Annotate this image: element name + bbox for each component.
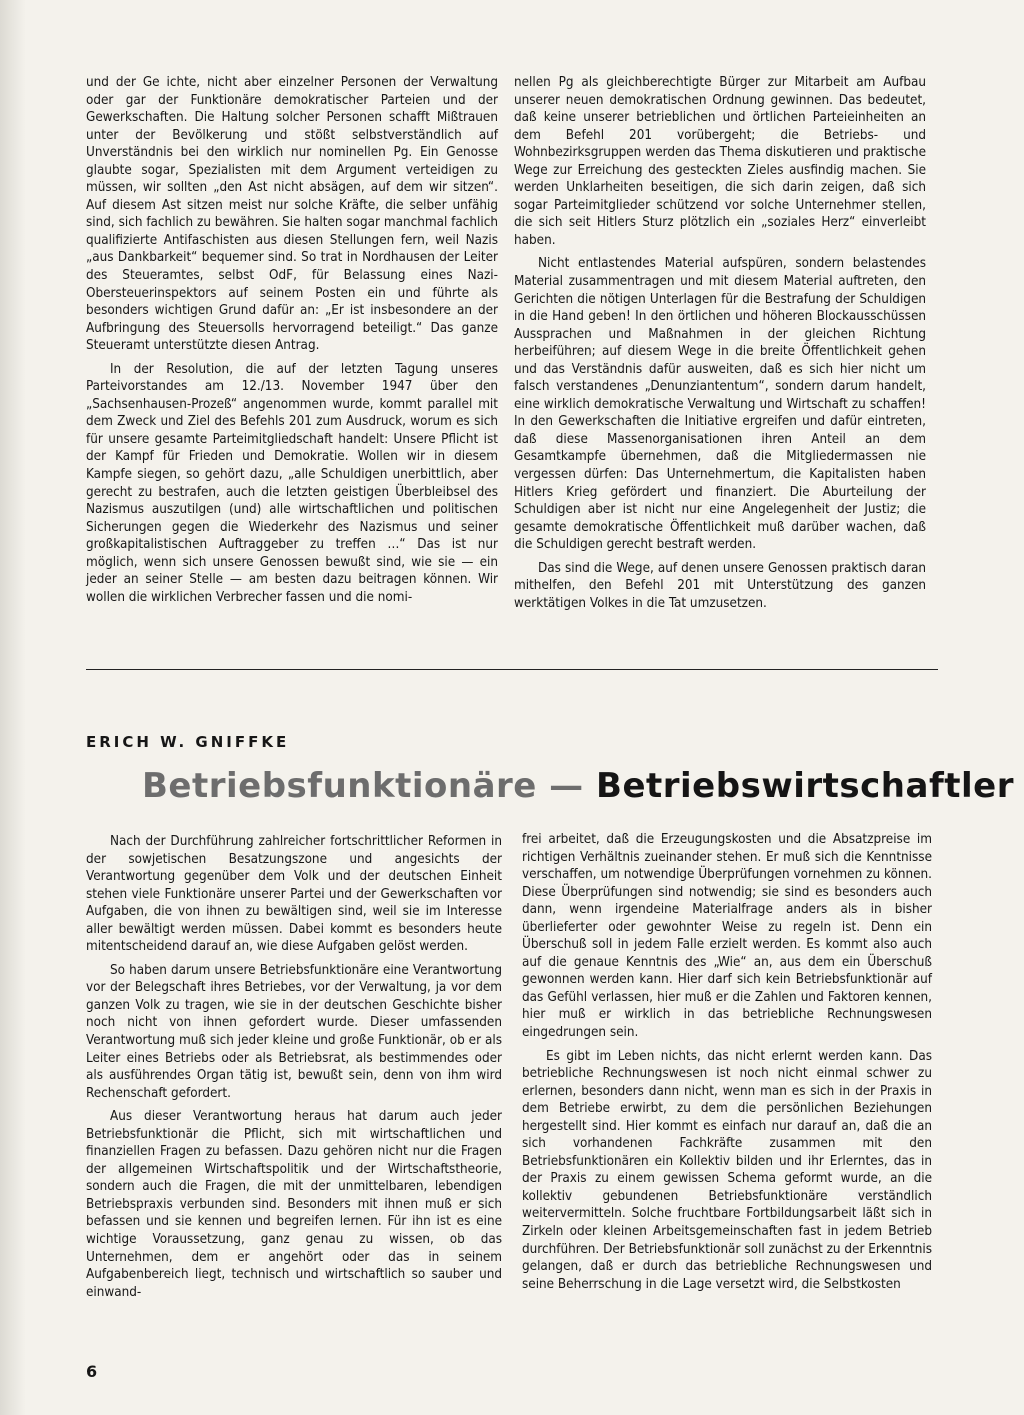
paragraph: So haben darum unsere Betriebsfunktionäre eine Verantwortung vor der Belegschaft ihres Betriebes, vor der Verwaltung, ja vor dem ganzen Volk zu tragen, wie sie in der deutschen Geschichte bisher noch nicht von ihnen gefordert wurde. Dieser umfassenden Verantwortung muß sich jeder kleine und große Funktionär, ob er als Leiter eines Betriebs oder als Betriebsrat, als bestimmendes oder als ausführendes Organ tätig ist, bewußt sein, denn von ihm wird Rechenschaft gefordert. — [86, 962, 502, 1101]
paragraph: In der Resolution, die auf der letzten Tagung unseres Parteivorstandes am 12./13. November 1947 über den „Sachsenhausen-Prozeß“ angenommen wurde, kommt parallel mit dem Zweck und Ziel des Befehls 201 zum Ausdruck, worum es sich für unsere gesamte Parteimitgliedschaft handelt: Unsere Pflicht ist der Kampf für Frieden und Demokratie. Wollen wir in diesem Kampfe siegen, so gehört dazu, „alle Schuldigen unerbittlich, aber gerecht zu bestrafen, auch die letzten geistigen Überbleibsel des Nazismus auszutilgen (und) alle wirtschaftlichen und politischen Sicherungen gegen die Wiederkehr des Nazismus und seiner großkapitalistischen Auftraggeber zu treffen …“ Das ist nur möglich, wenn sich unsere Genossen bewußt sind, wie sie — ein jeder an seiner Stelle — am besten dazu beitragen können. Wir wollen die wirklichen Verbrecher fassen und die nomi- — [86, 361, 498, 605]
paragraph: frei arbeitet, daß die Erzeugungskosten und die Absatzpreise im richtigen Verhältnis zueinander stehen. Er muß sich die Kenntnisse verschaffen, um notwendige Überprüfungen vornehmen zu können. Diese Überprüfungen sind notwendig; sie sind es besonders auch dann, wenn irgendeine Materialfrage anders als in bisher überlieferter oder gewohnter Weise zu regeln ist. Denn ein Überschuß soll in jedem Falle erzielt werden. Es kommt also auch auf die genaue Kenntnis des „Wie“ an, aus dem ein Überschuß gewonnen werden kann. Hier darf sich kein Betriebsfunktionär auf das Gefühl verlassen, hier muß er die Zahlen und Faktoren kennen, hier muß er wirklich in das betriebliche Rechnungswesen eingedrungen sein. — [522, 832, 932, 1041]
paragraph: und der Ge ichte, nicht aber einzelner Personen der Verwaltung oder gar der Funktionäre demokratischer Parteien und der Gewerkschaften. Die Haltung solcher Personen schafft Mißtrauen unter der Bevölkerung und stößt selbstverständlich auf Unverständnis bei den wirklich nur nominellen Pg. Ein Genosse glaubte sogar, Spezialisten mit dem Argument verteidigen zu müssen, wir sollten „den Ast nicht absägen, auf dem wir sitzen“. Auf diesem Ast sitzen meist nur solche Kräfte, die selber unfähig sind, sich fachlich zu bewähren. Sie halten sogar manchmal fachlich qualifizierte Antifaschisten aus diesen Stellungen fern, weil Nazis „aus Dankbarkeit“ bequemer sind. So trat in Nordhausen der Leiter des Steueramtes, selbst OdF, für Belassung eines Nazi-Obersteuerinspektors auf seinem Posten ein und führte als besonders wichtigen Grund dafür an: „Er ist insbesondere an der Aufbringung des Steuersolls hervorragend beteiligt.“ Das ganze Steueramt unterstützte diesen Antrag. — [86, 75, 498, 354]
article-title — [142, 766, 1014, 806]
title-part-2: Betriebswirtschaftler — [596, 766, 1014, 806]
article-author: ERICH W. GNIFFKE — [86, 733, 290, 751]
paragraph: Nicht entlastendes Material aufspüren, sondern belastendes Material zusammentragen und mit diesem Material auftreten, den Gerichten die nötigen Unterlagen für die Bestrafung der Schuldigen in die Hand geben! In den örtlichen und höheren Blockausschüssen Aussprachen und Maßnahmen in der gleichen Richtung herbeiführen; auf diesem Wege in die breite Öffentlichkeit gehen und das Verständnis dafür ausweiten, daß es sich hier nicht um falsch verstandenes „Denunziantentum“, sondern darum handelt, eine wirklich demokratische Verwaltung und Wirtschaft zu schaffen! In den Gewerkschaften die Initiative ergreifen und dafür eintreten, daß diese Massenorganisationen ihren Anteil an dem Gesamtkampfe übernehmen, daß die Mitgliedermassen nie vergessen dürfen: Das Unternehmertum, die Kapitalisten haben Hitlers Krieg gefördert und finanziert. Die Aburteilung der Schuldigen aber ist nicht nur eine Angelegenheit der Justiz; die gesamte demokratische Öffentlichkeit muß darüber wachen, daß die Schuldigen gerecht bestraft werden. — [514, 256, 926, 553]
top-left-column — [86, 74, 498, 612]
paragraph: Nach der Durchführung zahlreicher fortschrittlicher Reformen in der sowjetischen Besatzungszone und angesichts der Verantwortung gegenüber dem Volk und der deutschen Einheit stehen viele Funktionäre unserer Partei und der Gewerkschaften vor Aufgaben, die von ihnen zu bewältigen sind, weil sie im Interesse aller bewältigt werden müssen. Dabei kommt es besonders heute mitentscheidend darauf an, wie diese Aufgaben gelöst werden. — [86, 834, 502, 955]
bottom-left-column — [86, 833, 502, 1307]
paragraph: Es gibt im Leben nichts, das nicht erlernt werden kann. Das betriebliche Rechnungswesen ist noch nicht einmal schwer zu erlernen, besonders dann nicht, wenn man es sich in der Praxis in dem Betriebe erwirbt, zu dem die persönlichen Beziehungen hergestellt sind. Hier kommt es einfach nur darauf an, daß die an sich vorhandenen Fachkräfte zusammen mit den Betriebsfunktionären ein Kollektiv bilden und ihr Erlerntes, das in der Praxis zu einem gewissen Schema geformt wurde, an die kollektiv gebundenen Betriebsfunktionäre verständlich weitervermitteln. Solche fruchtbare Fortbildungsarbeit läßt sich in Zirkeln oder kleinen Arbeitsgemeinschaften fast in jedem Betrieb durchführen. Der Betriebsfunktionär soll zunächst zu der Erkenntnis gelangen, daß er durch das betriebliche Rechnungswesen und seine Beherrschung in die Lage versetzt wird, die Selbstkosten — [522, 1048, 932, 1292]
paragraph: Aus dieser Verantwortung heraus hat darum auch jeder Betriebsfunktionär die Pflicht, sich mit wirtschaftlichen und finanziellen Fragen zu befassen. Dazu gehören nicht nur die Fragen der allgemeinen Wirtschaftspolitik und der Wirtschaftstheorie, sondern auch die Fragen, die mit der unmittelbaren, lebendigen Betriebspraxis verbunden sind. Besonders mit ihnen muß er sich befassen und sie kennen und begreifen lernen. Für ihn ist es eine wichtige Voraussetzung, ganz genau zu wissen, ob das Unternehmen, dem er angehört oder das in seinem Aufgabenbereich liegt, technisch und wirtschaftlich so sauber und einwand- — [86, 1109, 502, 1300]
page-number: 6 — [86, 1362, 98, 1381]
scan-edge — [0, 0, 26, 1415]
paragraph: Das sind die Wege, auf denen unsere Genossen praktisch daran mithelfen, den Befehl 201 mit Unterstützung des ganzen werktätigen Volkes in die Tat umzusetzen. — [514, 560, 926, 611]
title-part-1: Betriebsfunktionäre — — [142, 766, 584, 806]
bottom-right-column — [522, 831, 932, 1299]
paragraph: nellen Pg als gleichberechtigte Bürger zur Mitarbeit am Aufbau unserer neuen demokratischen Ordnung gewinnen. Das bedeutet, daß keine unserer betrieblichen und örtlichen Parteieinheiten an dem Befehl 201 vorübergeht; die Betriebs- und Wohnbezirksgruppen werden das Thema diskutieren und praktische Wege zur Erreichung des gesteckten Zieles ausfindig machen. Sie werden Unklarheiten beseitigen, die sich darin zeigen, daß sich sogar Parteimitglieder schützend vor solche Unternehmer stellen, die sich seit Hitlers Sturz plötzlich ein „soziales Herz“ einverleibt haben. — [514, 75, 926, 248]
top-right-column — [514, 74, 926, 618]
section-divider — [86, 669, 938, 670]
